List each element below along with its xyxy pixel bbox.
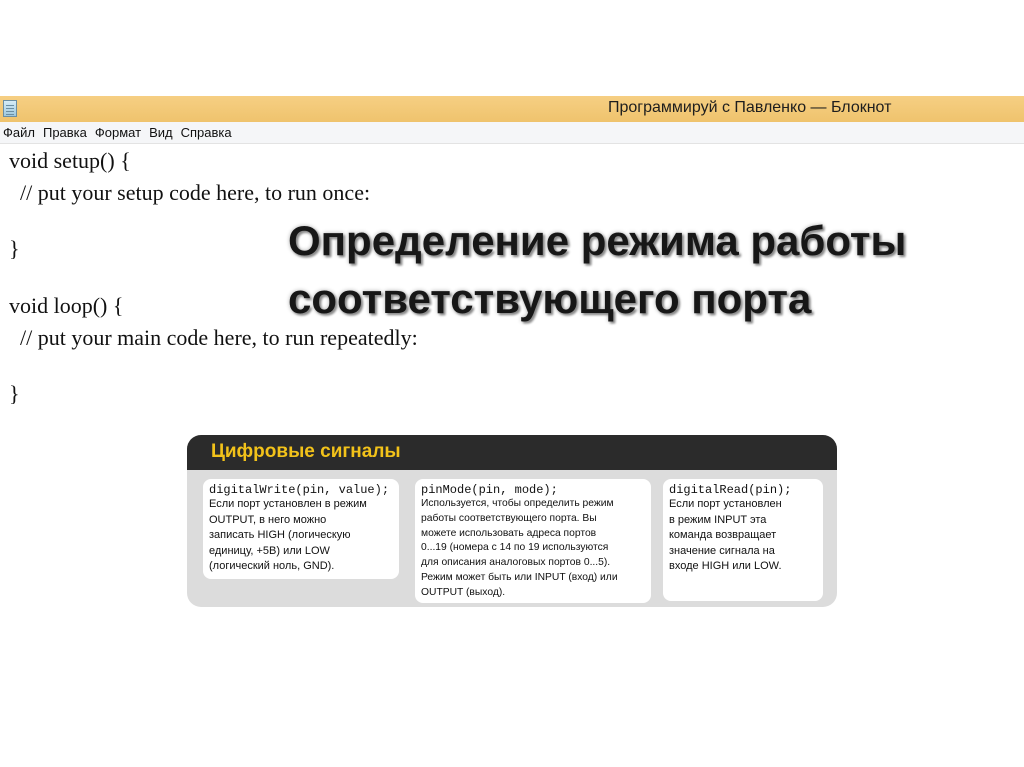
pinmode-card xyxy=(415,479,651,603)
slide-heading-line-2: соответствующего порта xyxy=(288,275,812,322)
card-text-line: (логический ноль, GND). xyxy=(209,560,335,572)
notepad-icon[interactable] xyxy=(3,100,17,117)
menu-format[interactable]: Формат xyxy=(94,125,142,140)
card-text-line: 0...19 (номера с 14 по 19 используются xyxy=(421,542,609,554)
card-text-line: можете использовать адреса портов xyxy=(421,527,597,539)
code-line: // put your main code here, to run repeatedly: xyxy=(9,325,418,350)
card-text-line: для описания аналоговых портов 0...5). xyxy=(421,557,611,569)
menu-help[interactable]: Справка xyxy=(180,125,232,140)
digitalread-card xyxy=(663,479,823,601)
card-text-line: входе HIGH или LOW. xyxy=(669,560,782,572)
menu-file[interactable]: Файл xyxy=(3,125,35,140)
card-text-line: Если порт установлен в режим xyxy=(209,498,367,510)
window-titlebar[interactable] xyxy=(0,96,1024,122)
card-text-line: Режим может быть или INPUT (вход) или xyxy=(421,571,618,583)
card-text-line: OUTPUT, в него можно xyxy=(209,513,327,526)
code-line: } xyxy=(9,381,20,406)
menu-edit[interactable]: Правка xyxy=(42,125,87,140)
slide-heading-line-1: Определение режима работы xyxy=(288,217,907,264)
card-code: pinMode(pin, mode); xyxy=(421,483,558,497)
card-text-line: команда возвращает xyxy=(669,529,777,541)
digital-signals-panel xyxy=(187,435,837,607)
window-title: Программируй с Павленко — Блокнот xyxy=(608,99,892,116)
card-text-line: значение сигнала на xyxy=(669,544,775,557)
panel-title: Цифровые сигналы xyxy=(211,441,401,462)
card-code: digitalRead(pin); xyxy=(669,483,792,497)
card-text-line: работы соответствующего порта. Вы xyxy=(421,512,597,524)
slide-heading xyxy=(288,212,906,328)
card-text-line: записать HIGH (логическую xyxy=(209,529,351,541)
card-text-line: в режим INPUT эта xyxy=(669,513,767,526)
card-text-line: единицу, +5В) или LOW xyxy=(209,544,330,557)
card-text-line: Если порт установлен xyxy=(669,498,782,510)
code-line: // put your setup code here, to run once: xyxy=(9,180,371,205)
card-code: digitalWrite(pin, value); xyxy=(209,483,390,497)
menubar xyxy=(0,122,1024,144)
panel-header xyxy=(187,435,837,470)
card-text-line: OUTPUT (выход). xyxy=(421,586,506,598)
card-text-line: Используется, чтобы определить режим xyxy=(421,498,614,509)
code-line: void loop() { xyxy=(9,293,124,318)
code-line: } xyxy=(9,236,20,261)
digitalwrite-card xyxy=(203,479,399,579)
code-line: void setup() { xyxy=(9,148,131,173)
menu-view[interactable]: Вид xyxy=(149,125,173,140)
